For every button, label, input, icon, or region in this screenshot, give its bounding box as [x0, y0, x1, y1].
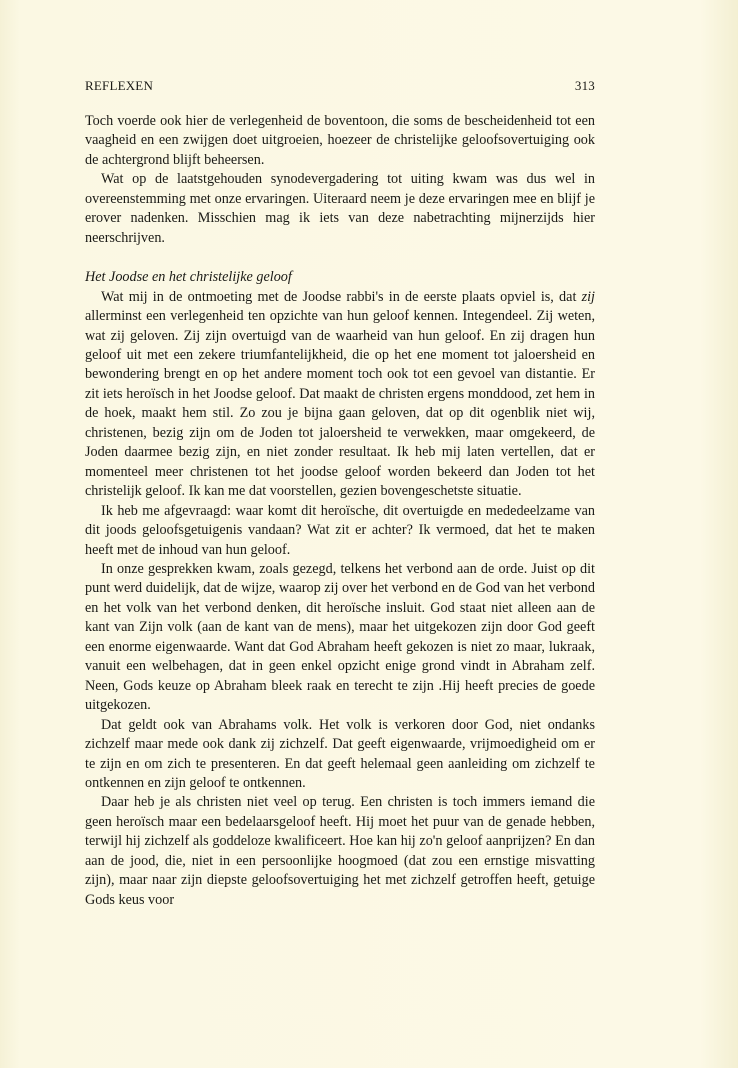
paragraph-text: Wat mij in de ontmoeting met de Joodse rabbi's in de eerste plaats opviel is, dat: [101, 288, 577, 305]
paragraph: Daar heb je als christen niet veel op terug. Een christen is toch immers iemand die geen heroïsch maar een bedelaarsgeloof heeft. Hij moet het puur van de genade hebben, terwijl hij zichzelf als goddeloze kwalificeert. Hoe kan hij zo'n geloof aanprijzen? En dan aan de jood, die, niet in een persoonlijke hoogmoed (dat zou een ernstige misvatting zijn), maar naar zijn diepste geloofsovertuiging het met zichzelf getroffen heeft, getuige Gods keus voor: [85, 794, 595, 908]
page-number: 313: [574, 78, 595, 93]
running-title: REFLEXEN: [85, 78, 154, 93]
paragraph: Toch voerde ook hier de verlegenheid de boventoon, die soms de bescheidenheid tot een vaagheid en een zwijgen doet uitgroeien, hoezeer de christelijke geloofsovertuiging ook de achtergrond blijft beheersen.: [85, 113, 595, 168]
paragraph: Ik heb me afgevraagd: waar komt dit heroïsche, dit overtuigde en mededeelzame van dit joods geloofsgetuigenis vandaan? Wat zit er achter? Ik vermoed, dat het te maken heeft met de inhoud van hun geloof.: [85, 502, 595, 558]
paragraph: In onze gesprekken kwam, zoals gezegd, telkens het verbond aan de orde. Juist op dit punt werd duidelijk, dat de wijze, waarop zij over het verbond en de God van het verbond en het volk van het verbond denken, dit heroïsche insluit. God staat niet alleen aan de kant van Zijn volk (aan de kant van de mens), maar het uitgekozen zijn door God geeft een enorme eigenwaarde. Want dat God Abraham heeft gekozen is niet zo maar, lukraak, vanuit een welbehagen, dat in geen enkel opzicht enige grond vindt in Abraham zelf. Neen, Gods keuze op Abraham bleek raak en terecht te zijn .Hij heeft precies de goede uitgekozen.: [85, 560, 595, 714]
section-heading: Het Joodse en het christelijke geloof: [85, 269, 292, 286]
paragraph-text: allerminst een verlegenheid ten opzichte van hun geloof kennen. Integendeel. Zij weten, wat zij geloven. Zij zijn overtuigd van de waarheid van hun geloof. En zij dragen hun geloof uit met een zekere triumfantelijkheid, die op het ene moment tot jaloersheid en bewondering brengt en op het andere moment toch ook tot een gevoel van distantie. Er zit iets heroïsch in het Joodse geloof. Dat maakt de christen ergens monddood, zet hem in de hoek, maakt hem stil. Zo zou je bijna gaan geloven, dat op dit ogenblik niet wij, christenen, bezig zijn om de Joden tot jaloersheid te verwekken, maar omgekeerd, de Joden daarmee bezig zijn, en niet zonder resultaat. Ik heb mij laten vertellen, dat er momenteel meer christenen tot het joodse geloof worden bekeerd dan Joden tot het christelijk geloof. Ik kan me dat voorstellen, gezien bovengeschetste situatie.: [85, 308, 595, 500]
paragraph: Dat geldt ook van Abrahams volk. Het volk is verkoren door God, niet ondanks zichzelf maar mede ook dank zij zichzelf. Dat geeft eigenwaarde, vrijmoedigheid om er te zijn en om zich te presenteren. En dat geeft helemaal geen aanleiding om zichzelf te ontkennen en zijn geloof te ontkennen.: [85, 716, 595, 791]
emphasis-text: zij: [581, 288, 595, 305]
paragraph: Wat op de laatstgehouden synodevergadering tot uiting kwam was dus wel in overeenstemming met onze ervaringen. Uiteraard neem je deze ervaringen mee en blijf je erover nadenken. Misschien mag ik iets van deze nabetrachting mijnerzijds hier neerschrijven.: [85, 171, 595, 246]
article-body: [85, 112, 595, 910]
paragraph: [85, 288, 595, 502]
running-header: [85, 78, 595, 98]
